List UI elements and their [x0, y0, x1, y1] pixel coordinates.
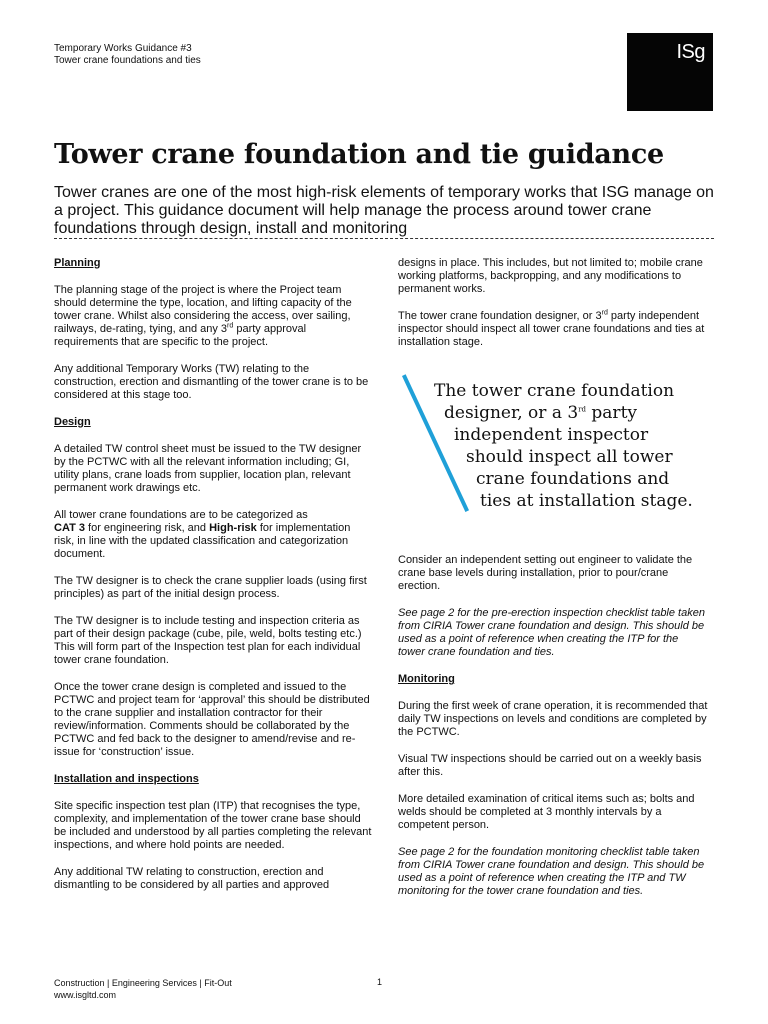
monitoring-heading: Monitoring: [398, 673, 455, 685]
left-column: [54, 257, 372, 906]
right-paragraph-5: During the first week of crane operation, it is recommended that daily TW inspections on levels and conditions are completed by the PCTWC.: [398, 700, 708, 738]
pull-quote-line-4: should inspect all tower: [466, 447, 673, 467]
pull-quote-line-2: [444, 402, 637, 424]
footer-services: Construction | Engineering Services | Fit-Out: [54, 978, 232, 988]
header-subtitle: Tower crane foundations and ties: [54, 55, 201, 66]
right-p2-sup: rd: [601, 309, 608, 317]
intro-text: Tower cranes are one of the most high-risk elements of temporary works that ISG manage on a project. This guidance document will help manage the process around tower crane foundations through design, install and monitoring: [54, 184, 714, 237]
header-guidance-number: Temporary Works Guidance #3: [54, 43, 192, 54]
planning-p1-text-a: The planning stage of the project is where the Project team should determine the type, location, and lifting capacity of the tower crane. Whilst also considering the access, over sailing, railways, de-rating, tying, and any 3: [54, 284, 352, 335]
pull-quote-line-3: independent inspector: [454, 425, 649, 445]
design-paragraph-3: The TW designer is to check the crane supplier loads (using first principles) as part of the initial design process.: [54, 575, 367, 600]
pull-quote-line-6: ties at installation stage.: [480, 491, 693, 511]
planning-paragraph-2: Any additional Temporary Works (TW) relating to the construction, erection and dismantling of the tower crane is to be considered at this stage too.: [54, 363, 369, 401]
design-p2-text-d: for implementation risk, in line with the updated classification and categorization document.: [54, 522, 351, 560]
design-heading: Design: [54, 416, 91, 428]
right-paragraph-2: [398, 310, 708, 349]
planning-p1-sup: rd: [227, 322, 234, 330]
right-column-lower: [398, 554, 708, 912]
pull-quote-line-5: crane foundations and: [476, 469, 670, 489]
design-paragraph-1: A detailed TW control sheet must be issued to the TW designer by the PCTWC with all the relevant information including; GI, utility plans, crane loads from supplier, location plan, relevant permanent work drawings etc.: [54, 443, 362, 494]
pull-quote-line-2a: designer, or a 3: [444, 403, 579, 423]
installation-paragraph-2: Any additional TW relating to construction, erection and dismantling to be considered by all parties and approved: [54, 866, 330, 891]
right-paragraph-4: See page 2 for the pre-erection inspection checklist table taken from CIRIA Tower crane foundation and design. This should be used as a point of reference when creating the ITP for the tower crane foundation and ties.: [398, 607, 705, 658]
planning-paragraph-1: [54, 284, 372, 349]
right-p2-text-a: The tower crane foundation designer, or 3: [398, 310, 602, 322]
pull-quote-sup: rd: [578, 405, 587, 414]
right-paragraph-1: designs in place. This includes, but not limited to; mobile crane working platforms, backpropping, and any modifications to permanent works.: [398, 257, 703, 295]
document-header: [54, 43, 201, 67]
installation-heading: Installation and inspections: [54, 773, 199, 785]
design-p2-text-c: for engineering risk, and: [84, 522, 210, 534]
installation-paragraph-1: Site specific inspection test plan (ITP) that recognises the type, complexity, and implementation of the tower crane base should be included and understood by all parties completing the relevant inspections, and where hold points are needed.: [54, 800, 372, 851]
planning-p1-text-b: party approval requirements that are specific to the project.: [54, 323, 307, 348]
right-paragraph-8: See page 2 for the foundation monitoring checklist table taken from CIRIA Tower crane foundation and design. This should be used as a point of reference when creating the ITP and TW monitoring for the tower crane foundation and ties.: [398, 846, 705, 897]
pull-quote-line-2b: party: [586, 403, 637, 423]
design-p2-text-a: All tower crane foundations are to be categorized as: [54, 509, 308, 521]
right-paragraph-6: Visual TW inspections should be carried out on a weekly basis after this.: [398, 753, 702, 778]
design-p2-high-risk: High-risk: [209, 522, 257, 534]
right-paragraph-7: More detailed examination of critical items such as; bolts and welds should be completed at 3 monthly intervals by a competent person.: [398, 793, 695, 831]
pull-quote: [396, 372, 726, 522]
isg-logo: [627, 33, 713, 111]
design-p2-cat3: CAT 3: [54, 522, 85, 534]
planning-heading: Planning: [54, 257, 101, 269]
footer: [54, 977, 232, 1001]
right-column: [398, 257, 708, 363]
design-paragraph-5: Once the tower crane design is completed and issued to the PCTWC and project team for ‘approval’ this should be distributed to the crane supplier and installation contractor for their review/information. Comments should be collaborated by the PCTWC and fed back to the designer to amend/revise and re-issue for ‘construction’ issue.: [54, 681, 370, 758]
page-number: 1: [377, 977, 383, 987]
footer-website-link[interactable]: www.isgltd.com: [54, 990, 117, 1000]
right-p2-text-b: party independent inspector should inspect all tower crane foundations and ties at installation stage.: [398, 310, 705, 348]
design-paragraph-2: [54, 509, 372, 561]
design-paragraph-4: The TW designer is to include testing and inspection criteria as part of their design package (cube, pile, weld, bolts testing etc.) This will form part of the Inspection test plan for each individual tower crane foundation.: [54, 615, 362, 666]
logo-text: ISg: [676, 41, 705, 63]
intro-paragraph: [54, 184, 714, 239]
page-title: Tower crane foundation and tie guidance: [54, 139, 664, 170]
pull-quote-line-1: The tower crane foundation: [434, 381, 675, 401]
right-paragraph-3: Consider an independent setting out engineer to validate the crane base levels during installation, prior to pour/crane erection.: [398, 554, 693, 592]
